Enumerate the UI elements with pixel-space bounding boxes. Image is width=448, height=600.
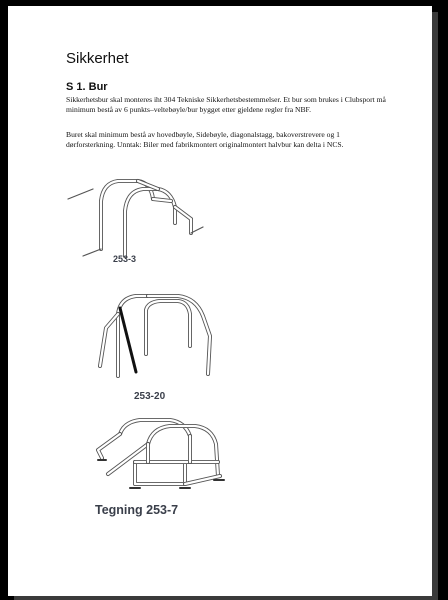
caption-253-7 [93,498,213,520]
caption-text-253-3: 253-3 [113,254,137,264]
document-page [8,6,432,596]
caption-text-253-20: 253-20 [134,391,166,402]
roll-cage-figure-253-7 [90,414,240,499]
caption-253-20 [132,387,176,403]
paragraph-minimum-parts: Buret skal minimum bestå av hovedbøyle, Sidebøyle, diagonalstagg, bakoverstrevere og 1 dørforsterkning. Unntak: Biler med fabrikmontert originalmontert halvbur kan delta i NCS. [66,130,344,149]
caption-253-3 [111,250,151,266]
caption-text-253-7: Tegning 253-7 [95,503,179,517]
roll-cage-figure-253-20 [78,286,228,386]
paragraph-requirements: Sikkerhetsbur skal monteres iht 304 Tekniske Sikkerhetsbestemmelser. Et bur som brukes i Clubsport må minimum bestå av 6 punkts–veltebøyle/bur bygget etter gjeldene regler fra NBF. [66,95,386,114]
page-heading: Sikkerhet [66,50,129,67]
section-title: S 1. Bur [66,81,108,93]
